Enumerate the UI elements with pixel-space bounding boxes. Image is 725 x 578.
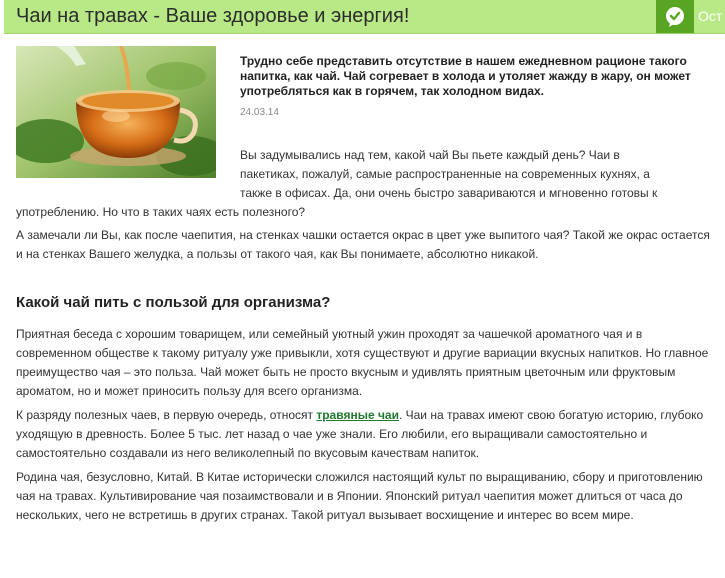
herbal-tea-link[interactable]: травяные чаи xyxy=(316,408,399,422)
p1-line-2: пакетиках, пожалуй, самые распространенные на современных кухнях, а xyxy=(240,167,650,181)
article-paragraph-4 xyxy=(16,406,710,463)
page-title: Чаи на травах - Ваше здоровье и энергия! xyxy=(16,5,410,27)
p4-text-before: К разряду полезных чаев, в первую очередь, относят xyxy=(16,408,317,422)
p1-line-1: Вы задумывались над тем, какой чай Вы пьете каждый день? Чаи в xyxy=(240,148,620,162)
article-paragraph-1 xyxy=(16,146,710,222)
page-header xyxy=(4,0,725,34)
p4-text-after: . Чаи на травах имеют свою богатую историю, глубоко уходящую в древность. Более 5 тыс. лет назад о чае уже знали. Его любили, его выращивали самостоятельно и самостоятельно создавали из него великолепный по вкусовым качествам напиток. xyxy=(16,408,704,460)
share-button[interactable] xyxy=(656,0,725,33)
section-heading: Какой чай пить с пользой для организма? xyxy=(16,294,331,311)
article-paragraph-5: Родина чая, безусловно, Китай. В Китае исторически сложился настоящий культ по выращиванию, сбору и приготовлению чая на травах. Культивирование чая позаимствовали и в Японии. Японский ритуал чаепития может длиться от часа до нескольких, чего не встретишь в других странах. Такой ритуал вызывает восхищение и интерес во всем мире. xyxy=(16,470,703,522)
article-date: 24.03.14 xyxy=(240,107,279,118)
share-label[interactable]: Ост xyxy=(698,8,723,24)
article-lead: Трудно себе представить отсутствие в нашем ежедневном рационе такого напитка, как чай. Чай согревает в холода и утоляет жажду в жару, он может употребляться как в горячем, так холодном видах. xyxy=(240,54,691,98)
article-paragraph-2: А замечали ли Вы, как после чаепития, на стенках чашки остается окрас в цвет уже выпитого чая? Такой же окрас остается и на стенках Вашего желудка, а пользы от такого чая, как Вы понимаете, абсолютно никакой. xyxy=(16,228,710,261)
p1-line-4: употреблению. Но что в таких чаях есть полезного? xyxy=(16,205,306,219)
article-paragraph-3: Приятная беседа с хорошим товарищем, или семейный уютный ужин проходят за чашечкой ароматного чая и в современном обществе к такому ритуалу уже привыкли, хотя существуют и другие вариации вкусных напитков. Но главное преимущество чая – это польза. Чай может быть не просто вкусным и удивлять приятным цветочным или фруктовым ароматом, но и может приносить пользу для всего организма. xyxy=(16,327,709,398)
p1-line-3: также в офисах. Да, они очень быстро завариваются и мгновенно готовы к xyxy=(240,186,658,200)
chat-bubble-icon[interactable] xyxy=(656,0,694,33)
